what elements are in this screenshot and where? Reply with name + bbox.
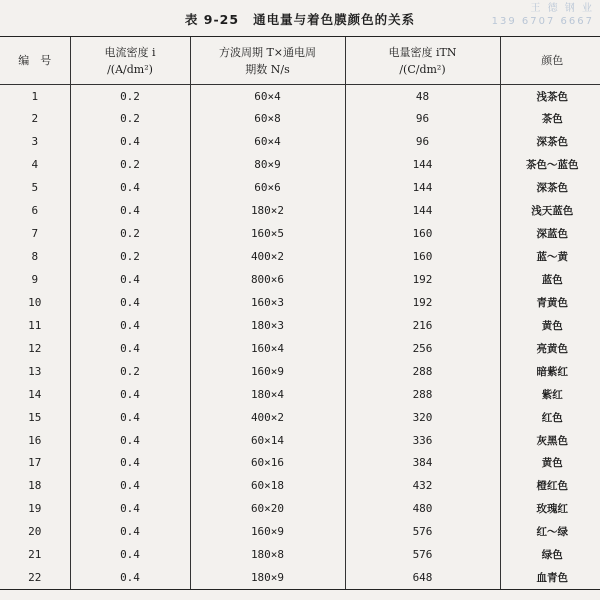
cell-current-density: 0.4 xyxy=(70,452,190,475)
cell-current-density: 0.4 xyxy=(70,406,190,429)
cell-period: 180×9 xyxy=(190,566,345,589)
cell-period: 60×4 xyxy=(190,130,345,153)
cell-charge-density: 192 xyxy=(345,268,500,291)
cell-current-density: 0.2 xyxy=(70,85,190,108)
cell-current-density: 0.2 xyxy=(70,245,190,268)
table-row xyxy=(0,429,600,452)
cell-color: 亮黄色 xyxy=(500,337,600,360)
cell-number: 13 xyxy=(28,364,42,378)
table-row xyxy=(0,85,600,108)
cell-number: 21 xyxy=(28,548,42,562)
cell-period: 160×3 xyxy=(190,291,345,314)
cell-period: 60×14 xyxy=(190,429,345,452)
cell-number: 6 xyxy=(31,204,39,218)
table-row xyxy=(0,153,600,176)
cell-number: 2 xyxy=(31,112,39,126)
cell-current-density: 0.4 xyxy=(70,497,190,520)
cell-color: 蓝色 xyxy=(500,268,600,291)
watermark-phone: 139 6707 6667 xyxy=(491,16,594,27)
cell-number: 16 xyxy=(28,433,42,447)
table-row xyxy=(0,543,600,566)
cell-color: 浅茶色 xyxy=(500,85,600,108)
cell-current-density: 0.4 xyxy=(70,176,190,199)
table-row xyxy=(0,291,600,314)
cell-number: 15 xyxy=(28,410,42,424)
header-row xyxy=(0,37,600,85)
cell-color: 红色 xyxy=(500,406,600,429)
cell-period: 180×3 xyxy=(190,314,345,337)
cell-current-density: 0.4 xyxy=(70,566,190,589)
cell-current-density: 0.4 xyxy=(70,130,190,153)
cell-color: 暗紫红 xyxy=(500,360,600,383)
header-number: 编 号 xyxy=(0,37,70,85)
header-current-density: 电流密度 i /(A/dm²) xyxy=(70,37,190,85)
cell-color: 灰黑色 xyxy=(500,429,600,452)
cell-charge-density: 144 xyxy=(345,153,500,176)
cell-number: 7 xyxy=(31,227,39,241)
cell-period: 60×16 xyxy=(190,452,345,475)
cell-current-density: 0.4 xyxy=(70,520,190,543)
cell-number: 8 xyxy=(31,250,39,264)
cell-charge-density: 480 xyxy=(345,497,500,520)
table-row xyxy=(0,360,600,383)
table-row xyxy=(0,222,600,245)
cell-color: 黄色 xyxy=(500,314,600,337)
header-charge-density: 电量密度 iTN /(C/dm²) xyxy=(345,37,500,85)
cell-charge-density: 160 xyxy=(345,222,500,245)
table-row xyxy=(0,520,600,543)
table-row xyxy=(0,107,600,130)
cell-number: 4 xyxy=(31,158,39,172)
table-row xyxy=(0,268,600,291)
table-row xyxy=(0,497,600,520)
cell-charge-density: 192 xyxy=(345,291,500,314)
cell-charge-density: 144 xyxy=(345,176,500,199)
cell-current-density: 0.2 xyxy=(70,360,190,383)
cell-color: 蓝～黄 xyxy=(500,245,600,268)
table-body xyxy=(0,85,600,590)
cell-period: 400×2 xyxy=(190,245,345,268)
header-period: 方波周期 T×通电周 期数 N/s xyxy=(190,37,345,85)
cell-period: 800×6 xyxy=(190,268,345,291)
cell-charge-density: 216 xyxy=(345,314,500,337)
cell-number: 22 xyxy=(0,566,70,589)
cell-number: 19 xyxy=(28,502,42,516)
cell-period: 400×2 xyxy=(190,406,345,429)
cell-charge-density: 160 xyxy=(345,245,500,268)
cell-color: 深茶色 xyxy=(500,176,600,199)
cell-color: 深茶色 xyxy=(500,130,600,153)
cell-color: 红～绿 xyxy=(500,520,600,543)
table-row xyxy=(0,199,600,222)
cell-current-density: 0.4 xyxy=(70,199,190,222)
cell-charge-density: 48 xyxy=(345,85,500,108)
cell-current-density: 0.4 xyxy=(70,314,190,337)
cell-period: 60×18 xyxy=(190,474,345,497)
cell-charge-density: 432 xyxy=(345,474,500,497)
cell-charge-density: 288 xyxy=(345,383,500,406)
cell-current-density: 0.2 xyxy=(70,222,190,245)
cell-current-density: 0.4 xyxy=(70,429,190,452)
cell-color: 血青色 xyxy=(500,566,600,589)
table-row xyxy=(0,245,600,268)
cell-charge-density: 576 xyxy=(345,543,500,566)
cell-charge-density: 144 xyxy=(345,199,500,222)
cell-number: 20 xyxy=(28,525,42,539)
table-row xyxy=(0,130,600,153)
table-row xyxy=(0,452,600,475)
cell-color: 玫瑰红 xyxy=(500,497,600,520)
header-color: 颜色 xyxy=(500,37,600,85)
table-row xyxy=(0,176,600,199)
cell-current-density: 0.4 xyxy=(70,291,190,314)
table-caption: 通电量与着色膜颜色的关系 xyxy=(253,12,416,27)
table-title xyxy=(0,10,600,28)
cell-color: 茶色 xyxy=(500,107,600,130)
cell-current-density: 0.4 xyxy=(70,543,190,566)
table-number: 表 9-25 xyxy=(184,12,240,27)
cell-number: 12 xyxy=(28,341,42,355)
cell-current-density: 0.4 xyxy=(70,474,190,497)
cell-color: 浅天蓝色 xyxy=(500,199,600,222)
cell-period: 160×4 xyxy=(190,337,345,360)
cell-number: 10 xyxy=(28,295,42,309)
cell-number: 5 xyxy=(31,181,39,195)
table-row xyxy=(0,337,600,360)
table-row xyxy=(0,474,600,497)
cell-current-density: 0.2 xyxy=(70,153,190,176)
table-row xyxy=(0,566,600,589)
cell-charge-density: 336 xyxy=(345,429,500,452)
cell-current-density: 0.4 xyxy=(70,337,190,360)
cell-color: 绿色 xyxy=(500,543,600,566)
data-table xyxy=(0,36,600,590)
cell-charge-density: 320 xyxy=(345,406,500,429)
cell-color: 紫红 xyxy=(500,383,600,406)
cell-period: 180×8 xyxy=(190,543,345,566)
cell-color: 橙红色 xyxy=(500,474,600,497)
cell-color: 青黄色 xyxy=(500,291,600,314)
cell-period: 180×4 xyxy=(190,383,345,406)
cell-charge-density: 384 xyxy=(345,452,500,475)
cell-color: 黄色 xyxy=(500,452,600,475)
cell-period: 60×4 xyxy=(190,85,345,108)
table-row xyxy=(0,383,600,406)
cell-number: 1 xyxy=(31,89,39,103)
cell-period: 60×8 xyxy=(190,107,345,130)
cell-period: 60×20 xyxy=(190,497,345,520)
cell-period: 60×6 xyxy=(190,176,345,199)
cell-current-density: 0.2 xyxy=(70,107,190,130)
cell-number: 3 xyxy=(31,135,39,149)
cell-color: 茶色～蓝色 xyxy=(500,153,600,176)
cell-charge-density: 648 xyxy=(345,566,500,589)
cell-charge-density: 576 xyxy=(345,520,500,543)
cell-charge-density: 256 xyxy=(345,337,500,360)
cell-number: 11 xyxy=(28,318,42,332)
cell-number: 9 xyxy=(31,272,39,286)
cell-number: 14 xyxy=(28,387,42,401)
cell-period: 160×9 xyxy=(190,520,345,543)
cell-current-density: 0.4 xyxy=(70,383,190,406)
cell-period: 80×9 xyxy=(190,153,345,176)
cell-number: 17 xyxy=(28,456,42,470)
cell-color: 深蓝色 xyxy=(500,222,600,245)
table-row xyxy=(0,406,600,429)
cell-period: 160×9 xyxy=(190,360,345,383)
cell-charge-density: 288 xyxy=(345,360,500,383)
cell-period: 180×2 xyxy=(190,199,345,222)
cell-charge-density: 96 xyxy=(345,107,500,130)
table-row xyxy=(0,314,600,337)
watermark-name: 王 德 钢 业 xyxy=(530,3,594,14)
cell-period: 160×5 xyxy=(190,222,345,245)
cell-charge-density: 96 xyxy=(345,130,500,153)
cell-current-density: 0.4 xyxy=(70,268,190,291)
cell-number: 18 xyxy=(28,479,42,493)
